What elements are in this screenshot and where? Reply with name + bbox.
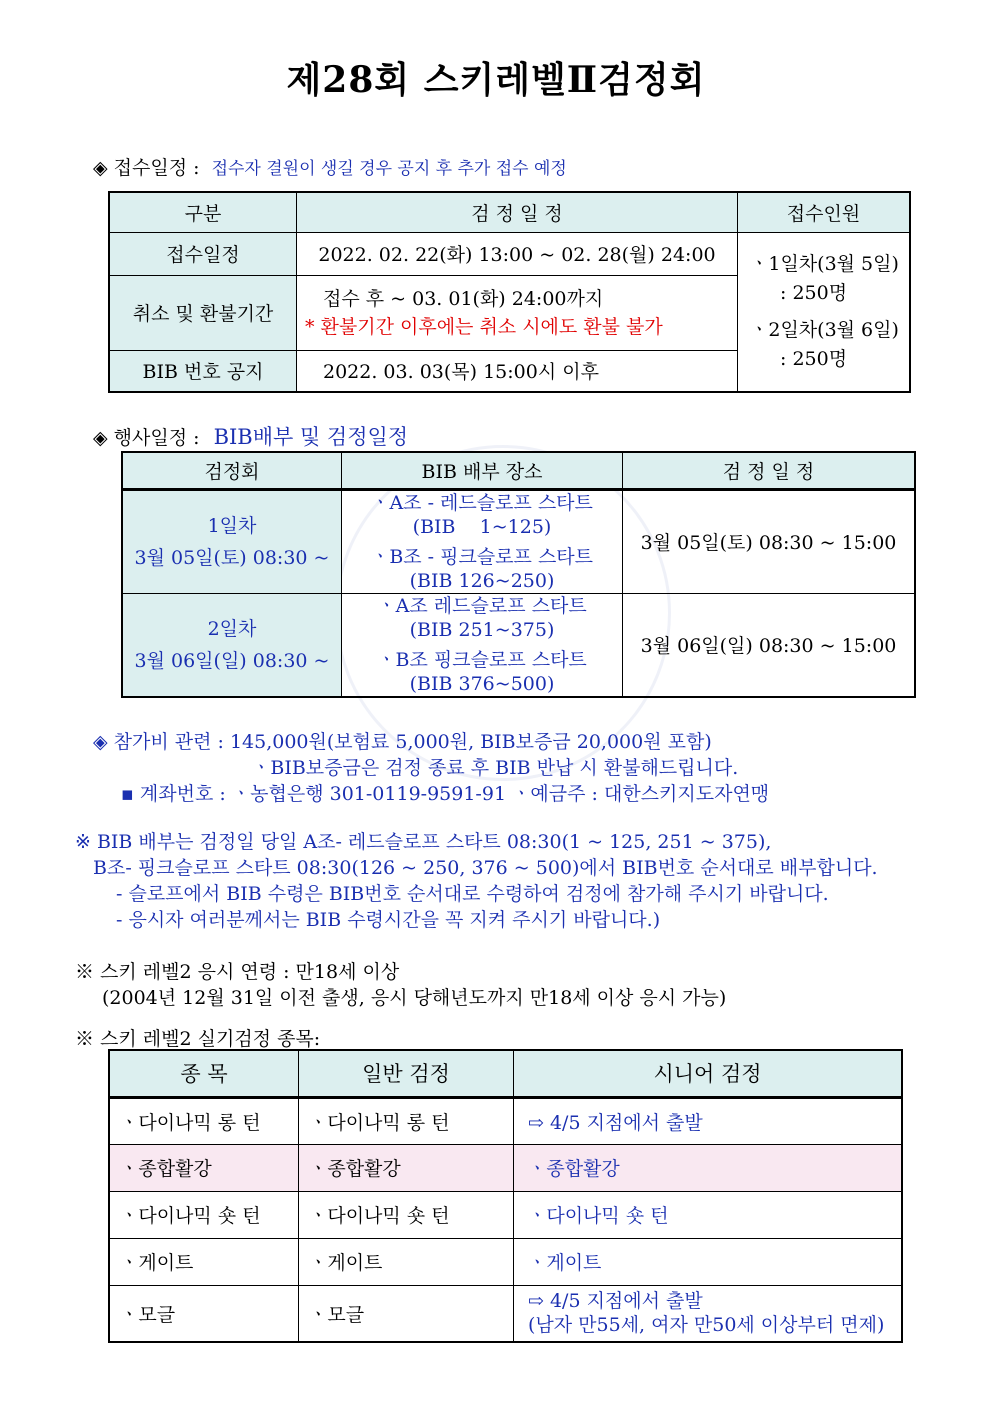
- event-day-cell: [122, 593, 342, 697]
- bib-note: - 슬로프에서 BIB 수령은 BIB번호 순서대로 수령하여 검정에 참가해 주시기 바랍니다.: [116, 883, 829, 905]
- event-header-bib-place: BIB 배부 장소: [342, 452, 623, 489]
- event-label: ◈ 행사일정 :: [93, 427, 200, 449]
- event-day-row: [122, 593, 915, 697]
- events-cell-general: ㆍ다이나믹 숏 턴: [299, 1191, 514, 1238]
- event-day: 2일차: [207, 617, 257, 640]
- practical-events-table: [108, 1049, 903, 1343]
- fee-line: ◈ 참가비 관련 : 145,000원(보험료 5,000원, BIB보증금 20,000원 포함): [93, 731, 712, 753]
- events-cell-senior: ⇨ 4/5 지점에서 출발: [528, 1290, 703, 1313]
- bib-range-b: (BIB 376~500): [409, 672, 555, 695]
- event-schedule: 3월 05일(토) 08:30 ~ 15:00: [623, 489, 916, 593]
- event-subtitle: BIB배부 및 검정일정: [213, 425, 409, 449]
- page-title: 제28회 스키레벨Ⅱ검정회: [286, 59, 706, 101]
- quota-day1-count: : 250명: [780, 281, 848, 304]
- event-header-round: 검정회: [122, 452, 342, 489]
- event-day-cell: [122, 489, 342, 593]
- events-cell-general: ㆍ다이나믹 롱 턴: [299, 1097, 514, 1144]
- events-cell-event: ㆍ모글: [109, 1285, 299, 1342]
- events-cell-general: ㆍ종합활강: [299, 1144, 514, 1191]
- bib-note: B조- 핑크슬로프 스타트 08:30(126 ~ 250, 376 ~ 500)에서 BIB번호 순서대로 배부합니다.: [93, 857, 878, 879]
- reg-quota-cell: [738, 232, 911, 392]
- bank-account: ▪ 계좌번호 : ㆍ농협은행 301-0119-9591-91 ㆍ예금주 : 대한스키지도자연맹: [121, 783, 770, 805]
- events-cell-general: ㆍ모글: [299, 1285, 514, 1342]
- reg-row-value: 2022. 02. 22(화) 13:00 ~ 02. 28(월) 24:00: [297, 232, 738, 275]
- refund-warning: * 환불기간 이후에는 취소 시에도 환불 불가: [305, 315, 663, 338]
- events-cell-event: ㆍ종합활강: [109, 1144, 299, 1191]
- age-requirement: ※ 스키 레벨2 응시 연령 : 만18세 이상: [75, 961, 400, 983]
- bib-range-b: (BIB 126~250): [409, 569, 555, 592]
- events-row: [109, 1285, 902, 1342]
- bib-note: ※ BIB 배부는 검정일 당일 A조- 레드슬로프 스타트 08:30(1 ~ 125, 251 ~ 375),: [75, 831, 772, 853]
- events-cell-event: ㆍ다이나믹 롱 턴: [109, 1097, 299, 1144]
- event-schedule: 3월 06일(일) 08:30 ~ 15:00: [623, 593, 916, 697]
- bib-place-cell: [342, 593, 623, 697]
- events-cell-event: ㆍ게이트: [109, 1238, 299, 1285]
- events-cell-senior-cell: [514, 1285, 903, 1342]
- events-header-event: 종 목: [109, 1050, 299, 1097]
- events-cell-senior: ⇨ 4/5 지점에서 출발: [514, 1097, 903, 1144]
- reg-row-label: BIB 번호 공지: [109, 350, 297, 392]
- practical-events-label: ※ 스키 레벨2 실기검정 종목:: [75, 1028, 321, 1050]
- reg-header-quota: 접수인원: [738, 192, 911, 232]
- event-day: 1일차: [207, 514, 257, 537]
- event-heading: [93, 421, 408, 451]
- reg-header-category: 구분: [109, 192, 297, 232]
- bib-group-b: ㆍB조 핑크슬로프 스타트: [377, 648, 587, 671]
- events-row: [109, 1191, 902, 1238]
- bib-group-a: ㆍA조 - 레드슬로프 스타트: [371, 491, 593, 514]
- events-header-senior: 시니어 검정: [514, 1050, 903, 1097]
- event-header-schedule: 검 정 일 정: [623, 452, 916, 489]
- events-cell-general: ㆍ게이트: [299, 1238, 514, 1285]
- event-table: [121, 451, 916, 698]
- senior-exemption: (남자 만55세, 여자 만50세 이상부터 면제): [528, 1314, 885, 1337]
- registration-table: [108, 191, 911, 393]
- bib-place-cell: [342, 489, 623, 593]
- event-day-date: 3월 06일(일) 08:30 ~: [134, 649, 330, 672]
- reg-row-value-cell: [297, 275, 738, 350]
- quota-day1: ㆍ1일차(3월 5일): [750, 252, 899, 275]
- reg-row-value: 2022. 03. 03(목) 15:00시 이후: [297, 350, 738, 392]
- events-row: [109, 1238, 902, 1285]
- events-header-general: 일반 검정: [299, 1050, 514, 1097]
- quota-day2-count: : 250명: [780, 347, 848, 370]
- reg-row: [109, 232, 910, 275]
- reg-row-label: 접수일정: [109, 232, 297, 275]
- events-row: [109, 1144, 902, 1191]
- bib-range-a: (BIB 1~125): [412, 515, 552, 538]
- events-row: [109, 1097, 902, 1144]
- fee-refund-note: ㆍBIB보증금은 검정 종료 후 BIB 반납 시 환불해드립니다.: [252, 757, 739, 779]
- events-cell-senior: ㆍ종합활강: [514, 1144, 903, 1191]
- registration-heading: [93, 153, 567, 180]
- events-cell-event: ㆍ다이나믹 숏 턴: [109, 1191, 299, 1238]
- registration-note: 접수자 결원이 생길 경우 공지 후 추가 접수 예정: [211, 159, 567, 179]
- age-detail: (2004년 12월 31일 이전 출생, 응시 당해년도까지 만18세 이상 응시 가능): [102, 987, 727, 1009]
- bib-range-a: (BIB 251~375): [409, 618, 555, 641]
- quota-day2: ㆍ2일차(3월 6일): [750, 318, 899, 341]
- bib-group-a: ㆍA조 레드슬로프 스타트: [377, 594, 587, 617]
- reg-row-value: 접수 후 ~ 03. 01(화) 24:00까지: [323, 287, 604, 310]
- events-cell-senior: ㆍ게이트: [514, 1238, 903, 1285]
- registration-label: ◈ 접수일정 :: [93, 157, 200, 179]
- event-day-date: 3월 05일(토) 08:30 ~: [134, 546, 330, 569]
- bib-group-b: ㆍB조 - 핑크슬로프 스타트: [370, 545, 594, 568]
- bib-note: - 응시자 여러분께서는 BIB 수령시간을 꼭 지켜 주시기 바랍니다.): [116, 909, 661, 931]
- reg-header-schedule: 검 정 일 정: [297, 192, 738, 232]
- event-day-row: [122, 489, 915, 593]
- events-cell-senior: ㆍ다이나믹 숏 턴: [514, 1191, 903, 1238]
- reg-row-label: 취소 및 환불기간: [109, 275, 297, 350]
